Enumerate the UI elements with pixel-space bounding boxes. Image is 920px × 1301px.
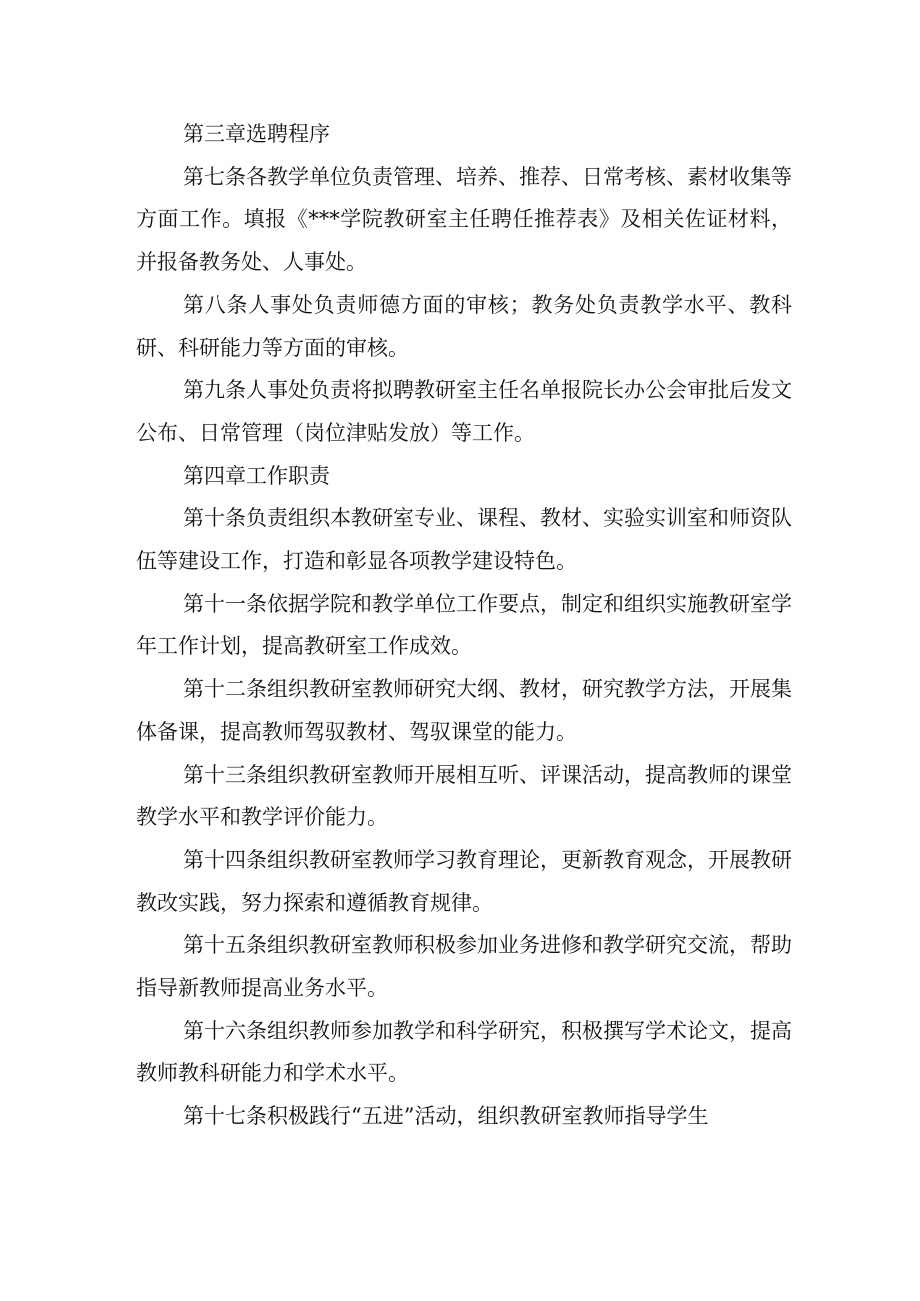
article-16: 第十六条组织教师参加教学和科学研究，积极撰写学术论文，提高教师教科研能力和学术水平。 bbox=[136, 1018, 792, 1086]
article-9: 第九条人事处负责将拟聘教研室主任名单报院长办公会审批后发文公布、日常管理（岗位津贴发放）等工作。 bbox=[136, 378, 792, 445]
article-13: 第十三条组织教研室教师开展相互听、评课活动，提高教师的课堂教学水平和教学评价能力。 bbox=[136, 762, 792, 830]
article-8: 第八条人事处负责师德方面的审核；教务处负责教学水平、教科研、科研能力等方面的审核。 bbox=[136, 292, 792, 360]
chapter-heading-4: 第四章工作职责 bbox=[183, 463, 330, 488]
article-15: 第十五条组织教研室教师积极参加业务进修和教学研究交流，帮助指导新教师提高业务水平。 bbox=[136, 933, 792, 1001]
chapter-heading-3: 第三章选聘程序 bbox=[183, 122, 330, 146]
article-12: 第十二条组织教研室教师研究大纲、教材，研究教学方法，开展集体备课，提高教师驾驭教材、驾驭课堂的能力。 bbox=[136, 677, 792, 744]
article-11: 第十一条依据学院和教学单位工作要点，制定和组织实施教研室学年工作计划，提高教研室工作成效。 bbox=[136, 591, 792, 659]
article-10: 第十条负责组织本教研室专业、课程、教材、实验实训室和师资队伍等建设工作，打造和彰显各项教学建设特色。 bbox=[136, 506, 792, 574]
article-7: 第七条各教学单位负责管理、培养、推荐、日常考核、素材收集等方面工作。填报《***学院教研室主任聘任推荐表》及相关佐证材料，并报备教务处、人事处。 bbox=[136, 164, 792, 275]
article-17: 第十七条积极践行“五进”活动，组织教研室教师指导学生 bbox=[183, 1104, 709, 1129]
article-14: 第十四条组织教研室教师学习教育理论，更新教育观念，开展教研教改实践，努力探索和遵循教育规律。 bbox=[136, 847, 792, 915]
document-body bbox=[136, 113, 792, 1138]
